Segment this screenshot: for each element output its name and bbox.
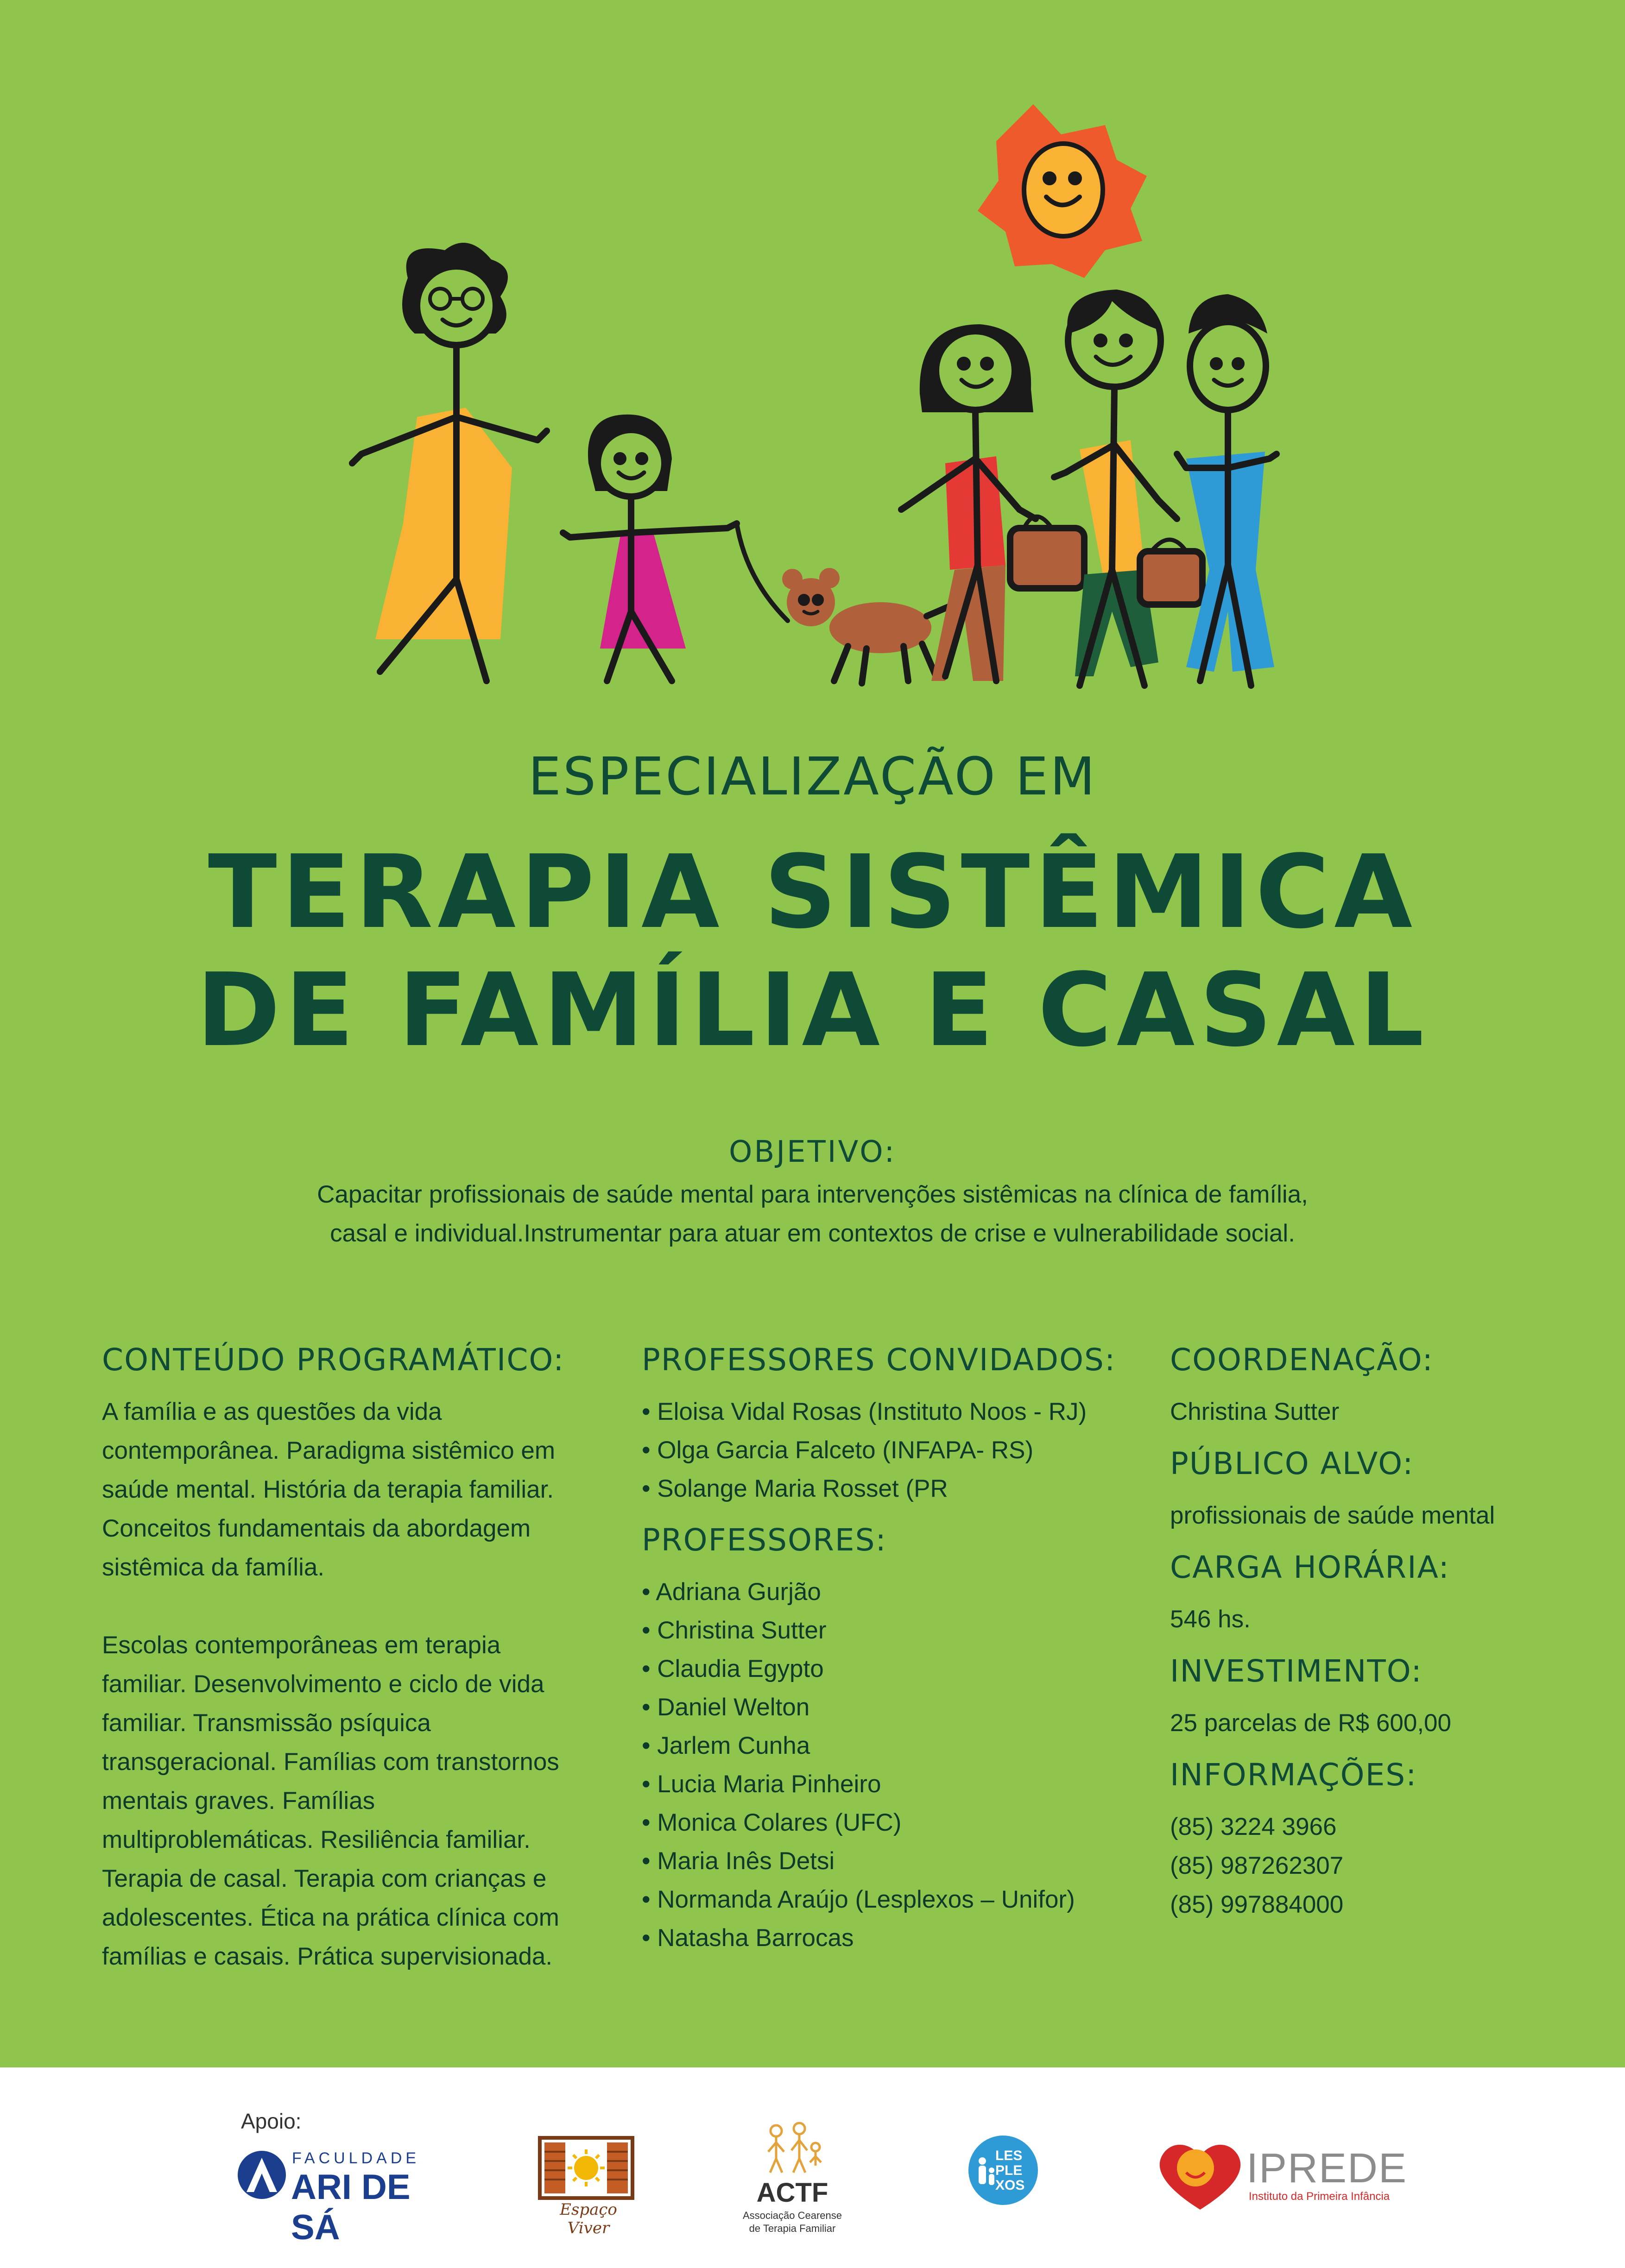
content-line: familiar. Desenvolvimento e ciclo de vida [102,1670,544,1698]
family-illustration [0,0,1625,723]
iprede-heart-icon [1154,2136,1246,2214]
content-column [102,1339,593,1976]
stick-figure-girl [563,415,788,681]
list-item: • Maria Inês Detsi [642,1847,835,1875]
content-line: A família e as questões da vida [102,1398,442,1425]
iprede-subtitle: Instituto da Primeira Infância [1249,2190,1390,2203]
professors-list [642,1573,1151,1957]
ari-name-text: ARI DE SÁ [291,2167,411,2247]
coordination-heading: COORDENAÇÃO: [1170,1342,1434,1378]
content-line: Terapia de casal. Terapia com crianças e [102,1865,547,1892]
list-item: • Adriana Gurjão [642,1578,821,1606]
content-line: multiproblemáticas. Resiliência familiar. [102,1826,531,1853]
logo-iprede [1154,2136,1413,2219]
coordination-value: Christina Sutter [1170,1398,1340,1425]
content-line: saúde mental. História da terapia familiar. [102,1476,554,1503]
phone-number: (85) 997884000 [1170,1891,1344,1918]
list-item: • Monica Colares (UFC) [642,1809,902,1836]
lesplexos-people-icon [974,2156,997,2189]
guest-professors-heading: PROFESSORES CONVIDADOS: [642,1342,1116,1378]
content-heading: CONTEÚDO PROGRAMÁTICO: [102,1342,565,1378]
professors-column [642,1339,1151,1957]
list-item: • Claudia Egypto [642,1655,824,1682]
apoio-label: Apoio: [241,2109,302,2133]
sun-icon [978,104,1147,278]
course-title-line2: DE FAMÍLIA E CASAL [196,952,1429,1069]
list-item: • Daniel Welton [642,1694,810,1721]
details-column [1170,1339,1587,1924]
content-line: sistêmica da família. [102,1554,325,1581]
hours-heading: CARGA HORÁRIA: [1170,1550,1450,1585]
espaco-viver-text: Espaço Viver [560,2200,617,2237]
info-heading: INFORMAÇÕES: [1170,1757,1417,1793]
content-line: transgeracional. Famílias com transtornos [102,1748,559,1776]
list-item: • Jarlem Cunha [642,1732,810,1759]
window-icon [537,2136,635,2200]
list-item: • Olga Garcia Falceto (INFAPA- RS) [642,1436,1034,1464]
professors-heading: PROFESSORES: [642,1522,887,1558]
dog-icon [782,568,959,683]
content-line: Escolas contemporâneas em terapia [102,1632,501,1659]
phone-number: (85) 987262307 [1170,1852,1344,1879]
content-line: famílias e casais. Prática supervisionada. [102,1943,553,1970]
actf-subtitle-1: Associação Cearense [742,2210,842,2221]
actf-figures-icon [755,2122,829,2177]
audience-heading: PÚBLICO ALVO: [1170,1446,1414,1481]
lesplexos-text-3: XOS [995,2178,1025,2193]
content-line: Conceitos fundamentais da abordagem [102,1515,531,1542]
phone-number: (85) 3224 3966 [1170,1813,1337,1840]
investment-value: 25 parcelas de R$ 600,00 [1170,1709,1451,1737]
logo-espaco-viver [537,2136,649,2237]
content-line: mentais graves. Famílias [102,1787,375,1814]
logo-actf [727,2122,857,2247]
list-item: • Lucia Maria Pinheiro [642,1770,881,1798]
logo-lesplexos [968,2136,1043,2210]
actf-subtitle-2: de Terapia Familiar [749,2223,836,2234]
stick-figure-boy [1177,294,1277,686]
ari-de-sa-icon [236,2149,287,2200]
logo-ari-de-sa [236,2140,449,2247]
objective-text-line2: casal e individual.Instrumentar para atuar em contextos de crise e vulnerabilidade social. [330,1220,1295,1247]
stick-figure-grandparent [352,243,547,681]
course-subtitle: ESPECIALIZAÇÃO EM [528,747,1097,807]
list-item: • Normanda Araújo (Lesplexos – Unifor) [642,1886,1075,1913]
investment-heading: INVESTIMENTO: [1170,1653,1423,1689]
hours-value: 546 hs. [1170,1606,1251,1633]
list-item: • Eloisa Vidal Rosas (Instituto Noos - RJ) [642,1398,1087,1425]
course-title-line1: TERAPIA SISTÊMICA [208,834,1417,951]
list-item: • Natasha Barrocas [642,1924,854,1952]
audience-value: profissionais de saúde mental [1170,1502,1495,1529]
ari-faculdade-text: FACULDADE [292,2149,420,2167]
content-line: contemporânea. Paradigma sistêmico em [102,1437,556,1464]
objective-heading: OBJETIVO: [728,1135,897,1169]
list-item: • Solange Maria Rosset (PR [642,1475,948,1502]
objective-text-line1: Capacitar profissionais de saúde mental para intervenções sistêmicas na clínica de família, [317,1181,1308,1208]
actf-text: ACTF [756,2178,828,2208]
lesplexos-text-2: PLE [995,2163,1023,2178]
stick-figure-father [1054,290,1202,686]
lesplexos-text-1: LES [995,2148,1023,2163]
list-item: • Christina Sutter [642,1617,827,1644]
content-line: adolescentes. Ética na prática clínica com [102,1904,559,1931]
content-line: familiar. Transmissão psíquica [102,1709,431,1737]
guest-professors-list [642,1392,1151,1508]
iprede-text: IPREDE [1246,2145,1408,2192]
